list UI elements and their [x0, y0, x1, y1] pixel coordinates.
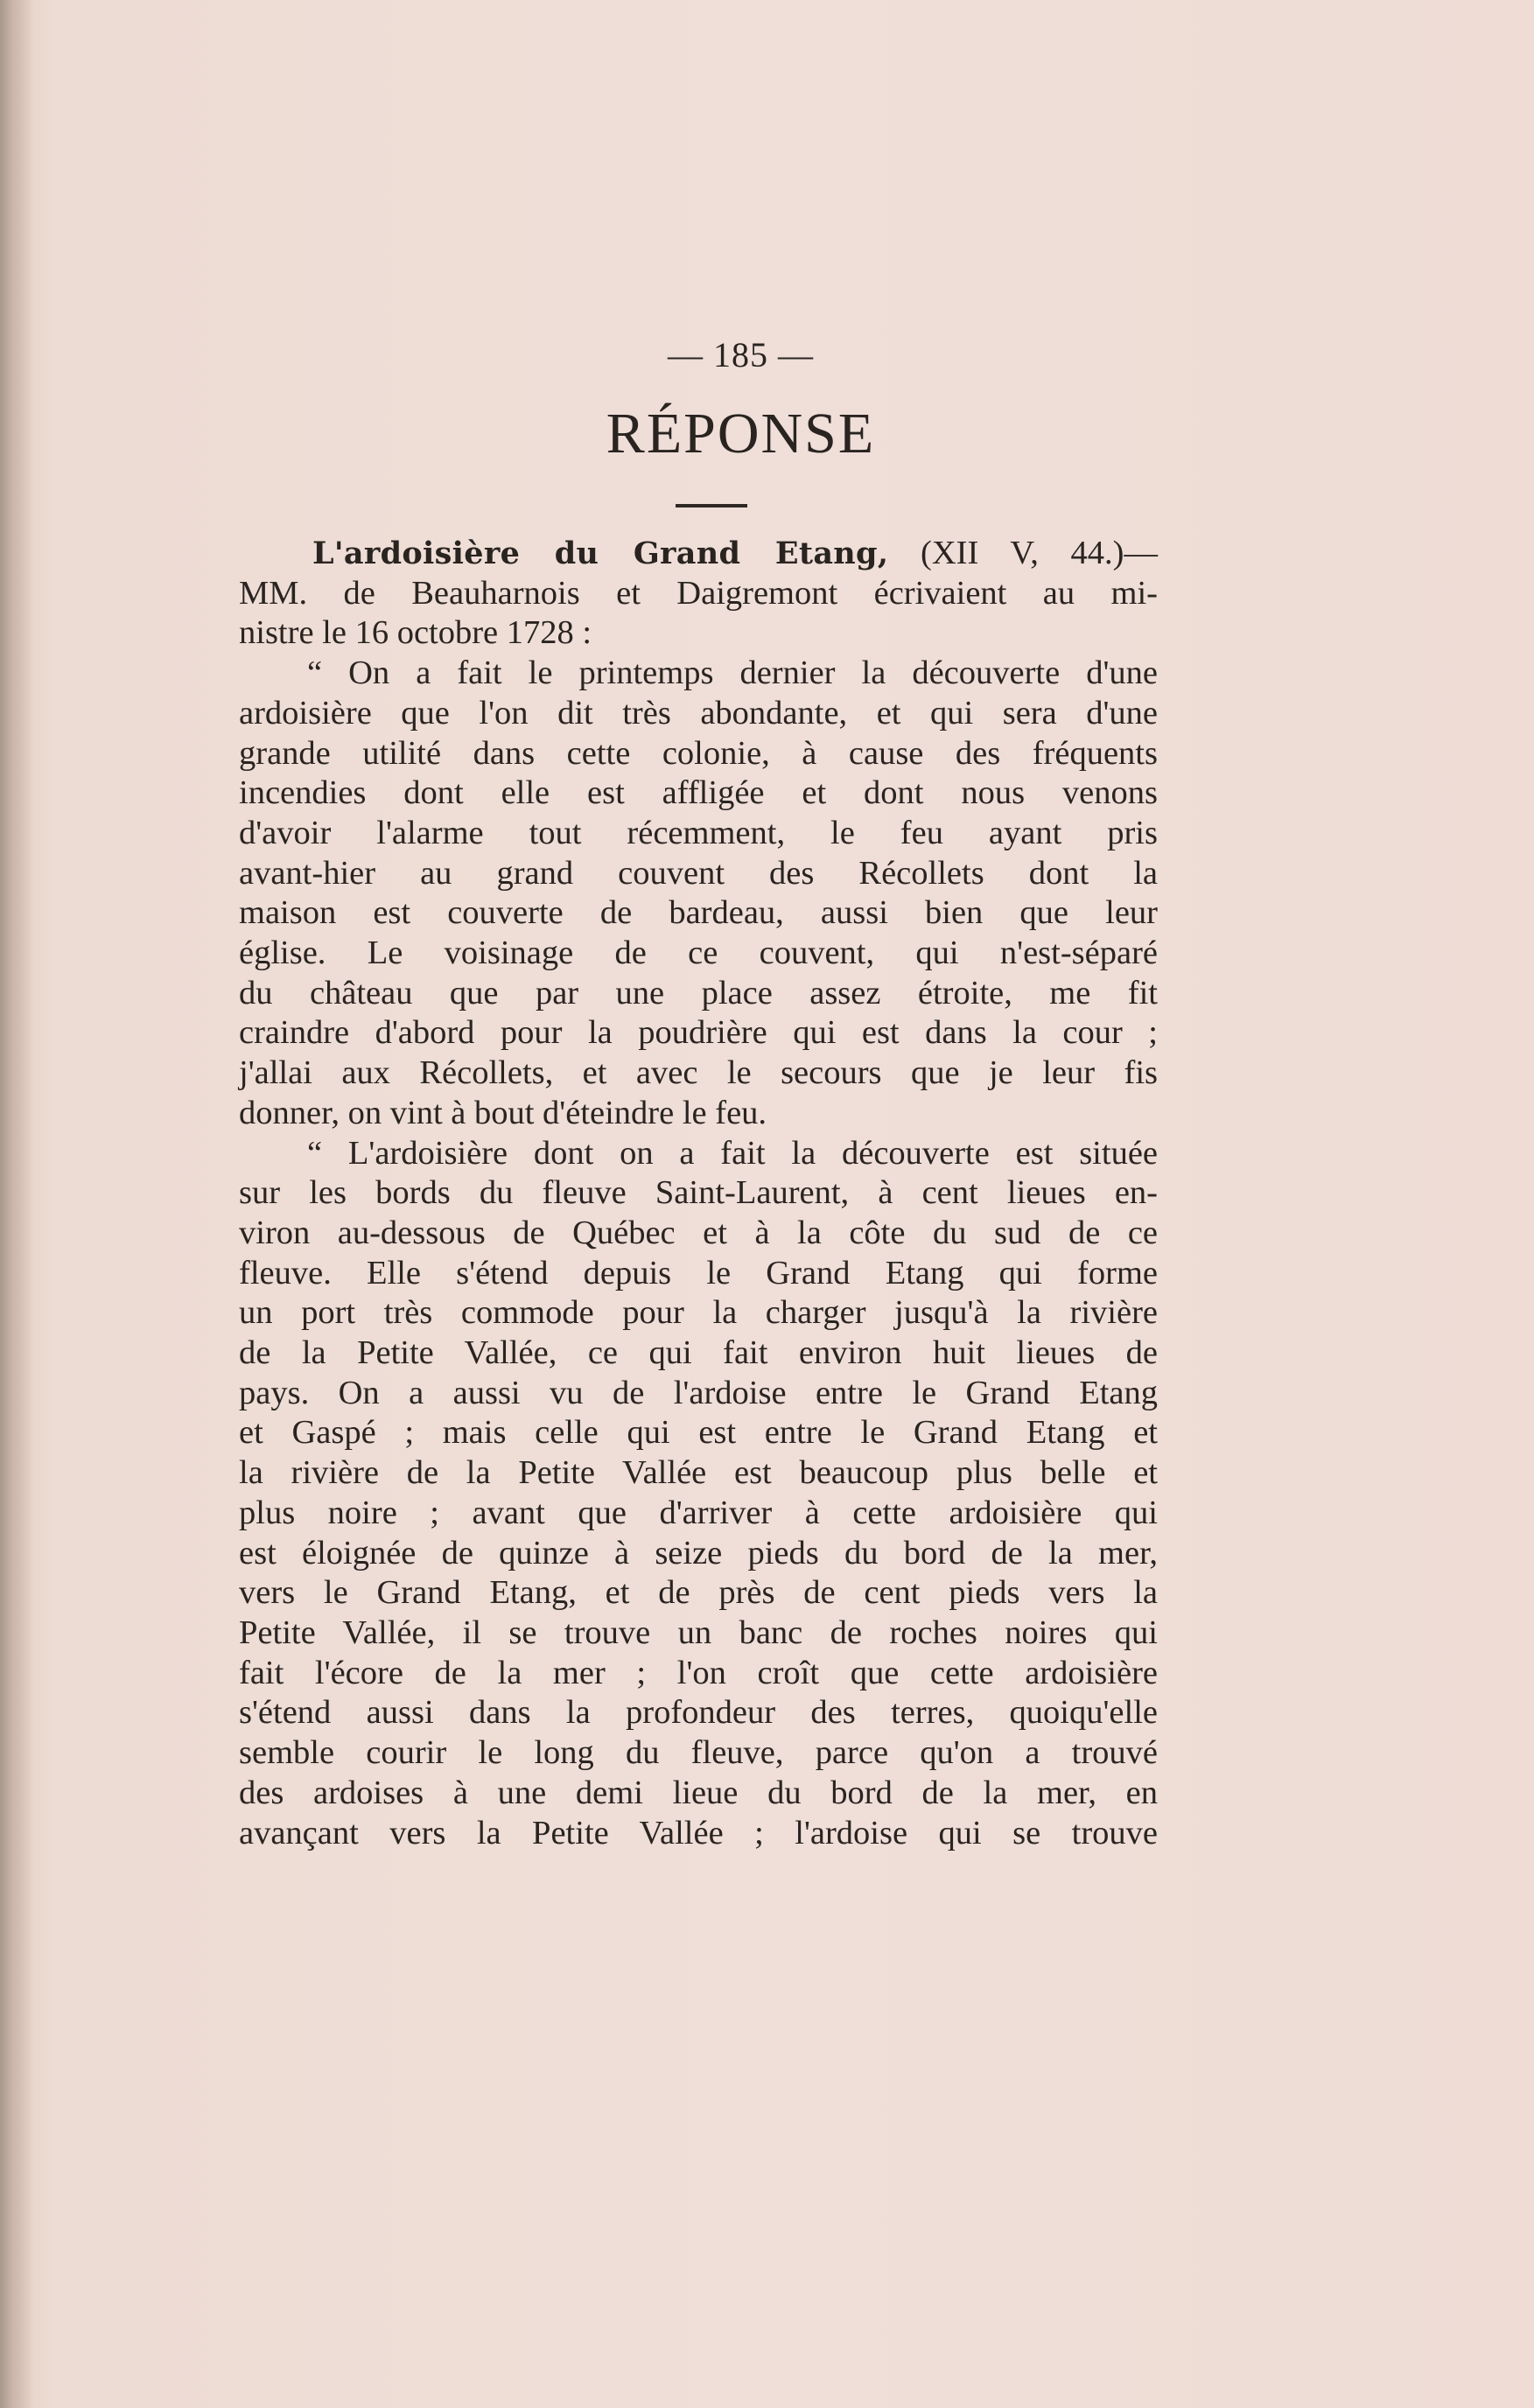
- text-line: “ L'ardoisière dont on a fait la découverte est située: [307, 1134, 1158, 1172]
- text-line: semble courir le long du fleuve, parce qu'on a trouvé: [239, 1734, 1158, 1772]
- text-line: de la Petite Vallée, ce qui fait environ huit lieues de: [239, 1334, 1158, 1372]
- article-heading-title: L'ardoisière du Grand Etang,: [312, 536, 889, 571]
- text-line: d'avoir l'alarme tout récemment, le feu ayant pris: [239, 814, 1158, 851]
- page-title: RÉPONSE: [606, 402, 876, 466]
- text-line: grande utilité dans cette colonie, à cause des fréquents: [239, 734, 1158, 772]
- text-line: j'allai aux Récollets, et avec le secours que je leur fis: [239, 1054, 1158, 1092]
- text-line: fait l'écore de la mer ; l'on croît que cette ardoisière: [239, 1654, 1158, 1691]
- text-line: maison est couverte de bardeau, aussi bien que leur: [239, 894, 1158, 932]
- article-heading-ref: (XII V, 44.)—: [888, 535, 1159, 571]
- text-line: MM. de Beauharnois et Daigremont écrivaient au mi-: [239, 574, 1158, 612]
- text-line: fleuve. Elle s'étend depuis le Grand Etang qui forme: [239, 1254, 1158, 1292]
- text-line: s'étend aussi dans la profondeur des terres, quoiqu'elle: [239, 1694, 1158, 1732]
- text-line: sur les bords du fleuve Saint-Laurent, à cent lieues en-: [239, 1174, 1158, 1212]
- text-line: craindre d'abord pour la poudrière qui est dans la cour ;: [239, 1014, 1158, 1052]
- title-rule: [676, 504, 747, 508]
- text-line: “ On a fait le printemps dernier la découverte d'une: [307, 654, 1158, 692]
- text-line: église. Le voisinage de ce couvent, qui n'est-séparé: [239, 934, 1158, 972]
- text-line: Petite Vallée, il se trouve un banc de roches noires qui: [239, 1614, 1158, 1651]
- text-line: pays. On a aussi vu de l'ardoise entre le Grand Etang: [239, 1374, 1158, 1411]
- text-line: un port très commode pour la charger jusqu'à la rivière: [239, 1294, 1158, 1332]
- text-line: viron au-dessous de Québec et à la côte du sud de ce: [239, 1214, 1158, 1251]
- text-line: nistre le 16 octobre 1728 :: [239, 614, 592, 652]
- text-line: et Gaspé ; mais celle qui est entre le Grand Etang et: [239, 1414, 1158, 1452]
- text-line: plus noire ; avant que d'arriver à cette ardoisière qui: [239, 1494, 1158, 1531]
- text-line: ardoisière que l'on dit très abondante, et qui sera d'une: [239, 694, 1158, 732]
- text-line: vers le Grand Etang, et de près de cent pieds vers la: [239, 1574, 1158, 1612]
- text-line: avançant vers la Petite Vallée ; l'ardoise qui se trouve: [239, 1814, 1158, 1852]
- text-line: avant-hier au grand couvent des Récollets dont la: [239, 854, 1158, 892]
- text-line: la rivière de la Petite Vallée est beaucoup plus belle et: [239, 1454, 1158, 1492]
- text-line: est éloignée de quinze à seize pieds du bord de la mer,: [239, 1534, 1158, 1572]
- page-number: — 185 —: [668, 335, 814, 374]
- text-line: des ardoises à une demi lieue du bord de la mer, en: [239, 1774, 1158, 1811]
- article-heading: [239, 534, 1158, 574]
- text-line: donner, on vint à bout d'éteindre le feu.: [239, 1094, 767, 1131]
- article-body: [239, 534, 1158, 1853]
- text-line: incendies dont elle est affligée et dont nous venons: [239, 774, 1158, 812]
- text-line: du château que par une place assez étroite, me fit: [239, 974, 1158, 1012]
